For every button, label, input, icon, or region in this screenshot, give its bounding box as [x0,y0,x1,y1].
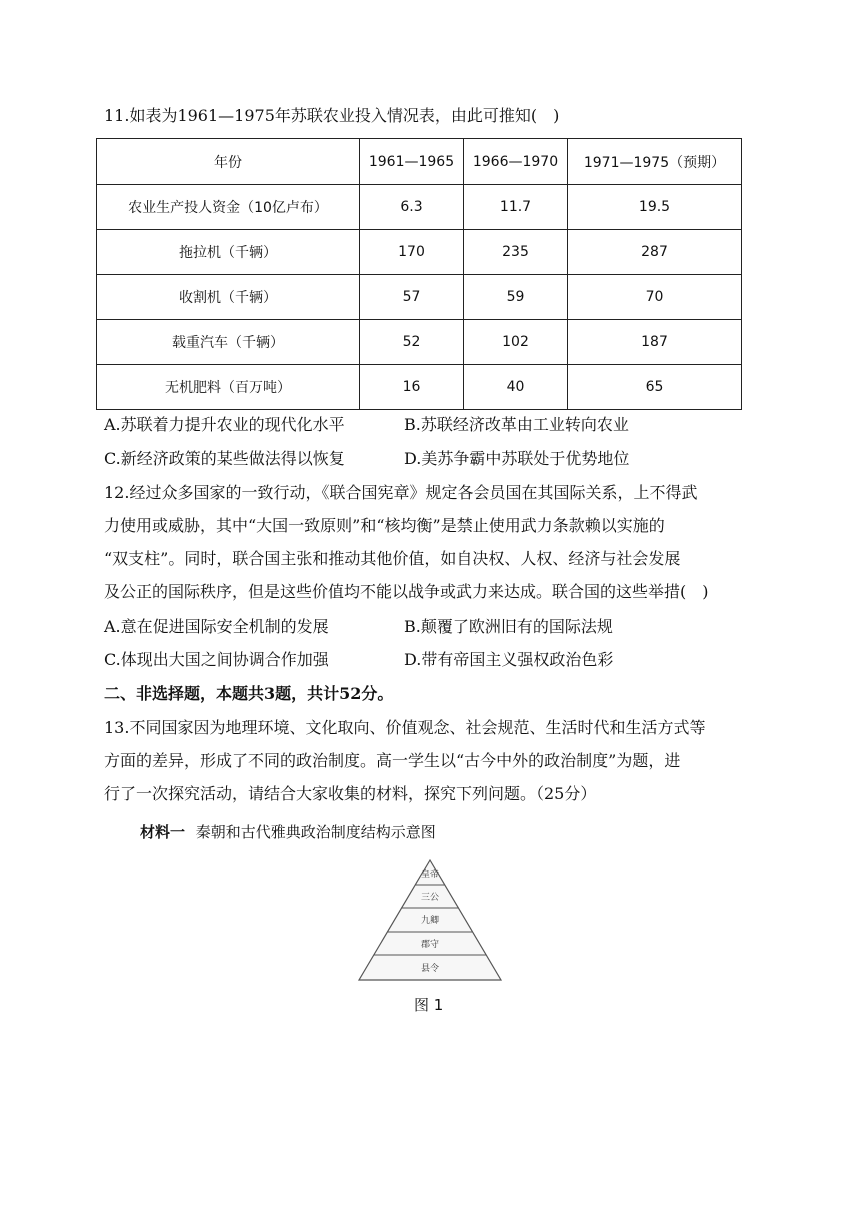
pyramid-diagram [355,858,505,984]
material-label: 材料一 [140,823,186,841]
table-cell: 40 [464,365,568,410]
q12-option-a: A.意在促进国际安全机制的发展 [104,617,329,636]
table-cell: 57 [360,275,464,320]
table-cell: 6.3 [360,185,464,230]
table-cell: 65 [568,365,742,410]
q12-option-c: C.体现出大国之间协调合作加强 [104,650,329,669]
q11-option-c: C.新经济政策的某些做法得以恢复 [104,449,345,468]
pyramid-level-label: 县令 [420,964,440,974]
table-cell: 59 [464,275,568,320]
table-cell: 287 [568,230,742,275]
table-header-cell: 1966—1970 [464,139,568,185]
table-cell: 拖拉机（千辆） [97,230,360,275]
table-cell: 16 [360,365,464,410]
pyramid-level-label: 九卿 [420,916,440,926]
q12-option-b: B.颠覆了欧洲旧有的国际法规 [404,617,613,636]
table-row [97,230,742,275]
q12-line-1: 12.经过众多国家的一致行动，《联合国宪章》规定各会员国在其国际关系，上不得武 [104,483,698,502]
table-header-cell: 年份 [97,139,360,185]
pyramid-level-label: 郡守 [420,940,440,950]
q11-option-a: A.苏联着力提升农业的现代化水平 [104,415,345,434]
q12-line-3: “双支柱”。同时，联合国主张和推动其他价值，如自决权、人权、经济与社会发展 [104,549,681,568]
table-row [97,275,742,320]
table-row [97,320,742,365]
table-row [97,365,742,410]
table-cell: 农业生产投人资金（10亿卢布） [97,185,360,230]
table-header-row [97,139,742,185]
table-cell: 载重汽车（千辆） [97,320,360,365]
material-heading [140,821,436,842]
q12-line-4: 及公正的国际秩序，但是这些价值均不能以战争或武力来达成。联合国的这些举措( ) [104,582,709,601]
table-header-cell: 1971—1975（预期） [568,139,742,185]
table-cell: 235 [464,230,568,275]
section-heading: 二、非选择题，本题共3题，共计52分。 [104,684,394,703]
q13-line-2: 方面的差异，形成了不同的政治制度。高一学生以“古今中外的政治制度”为题，进 [104,751,681,770]
q11-stem: 11.如表为1961—1975年苏联农业投入情况表，由此可推知( ) [104,106,560,125]
table-cell: 52 [360,320,464,365]
table-cell: 170 [360,230,464,275]
pyramid-level-label: 皇帝 [420,870,440,880]
agriculture-table [96,138,742,410]
q11-option-d: D.美苏争霸中苏联处于优势地位 [404,449,630,468]
q13-line-3: 行了一次探究活动，请结合大家收集的材料，探究下列问题。（25分） [104,784,597,803]
table-cell: 11.7 [464,185,568,230]
pyramid-level-label: 三公 [420,893,440,903]
table-cell: 19.5 [568,185,742,230]
q12-line-2: 力使用或威胁，其中“大国一致原则”和“核均衡”是禁止使用武力条款赖以实施的 [104,516,665,535]
q12-option-d: D.带有帝国主义强权政治色彩 [404,650,614,669]
table-cell: 187 [568,320,742,365]
table-cell: 70 [568,275,742,320]
table-cell: 无机肥料（百万吨） [97,365,360,410]
table-cell: 收割机（千辆） [97,275,360,320]
q13-line-1: 13.不同国家因为地理环境、文化取向、价值观念、社会规范、生活时代和生活方式等 [104,718,706,737]
figure-caption: 图 1 [414,996,444,1014]
material-title: 秦朝和古代雅典政治制度结构示意图 [195,823,436,841]
q11-option-b: B.苏联经济改革由工业转向农业 [404,415,629,434]
table-cell: 102 [464,320,568,365]
table-header-cell: 1961—1965 [360,139,464,185]
table-row [97,185,742,230]
